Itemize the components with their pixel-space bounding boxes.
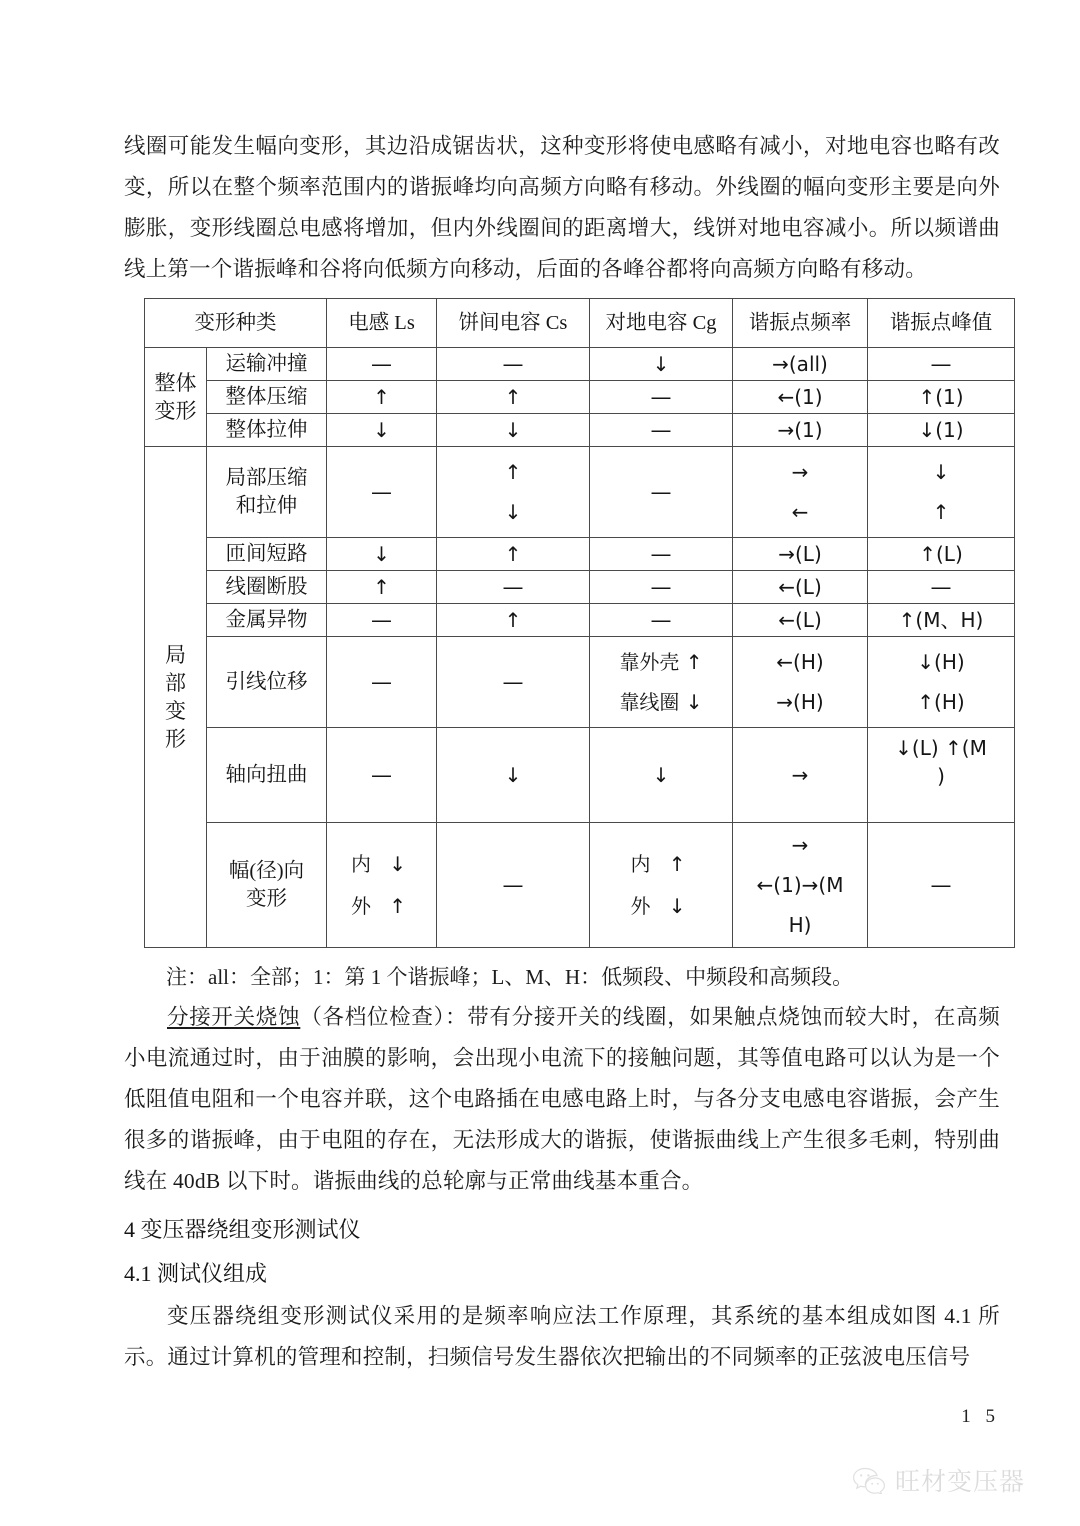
watermark-label: 旺材变压器 [895, 1468, 1026, 1496]
cell-cs: ↑ [437, 381, 590, 414]
row-name-line1: 幅(径)向 [228, 860, 305, 882]
cell-peak [868, 728, 1015, 823]
cell-cg: — [590, 414, 733, 447]
cell-peak-line1: ↓ [932, 460, 950, 484]
row-name-radial-deformation [207, 823, 327, 948]
cell-peak: — [868, 823, 1015, 948]
cell-freq: ←(L) [733, 571, 868, 604]
cell-freq-line1: ←(H) [776, 650, 824, 674]
table-row [145, 447, 1015, 538]
cell-freq-stack [735, 452, 865, 532]
header-disc-capacitance-cs: 饼间电容 Cs [437, 299, 590, 348]
cell-cs-line1: ↑ [504, 460, 522, 484]
cell-freq: → [733, 728, 868, 823]
row-name-overall-compression: 整体压缩 [207, 381, 327, 414]
cell-cg: — [590, 538, 733, 571]
cell-cs: — [437, 571, 590, 604]
cell-cg-stack [592, 642, 730, 722]
page-number: 1 5 [961, 1406, 1000, 1427]
cell-freq [733, 447, 868, 538]
table-row [145, 538, 1015, 571]
cell-ls: ↓ [327, 414, 437, 447]
header-inductance-ls: 电感 Ls [327, 299, 437, 348]
cell-peak: ↓(1) [868, 414, 1015, 447]
heading-section-4-1: 4.1 测试仪组成 [124, 1261, 268, 1286]
cell-ls: ↓ [327, 538, 437, 571]
cell-cs: ↑ [437, 604, 590, 637]
cell-freq [733, 823, 868, 948]
cell-cg [590, 823, 733, 948]
header-ground-capacitance-cg: 对地电容 Cg [590, 299, 733, 348]
cell-cs-line2: ↓ [504, 500, 522, 524]
paragraph-intro: 线圈可能发生幅向变形，其边沿成锯齿状，这种变形将使电感略有减小，对地电容也略有改变，所以在整个频率范围内的谐振峰均向高频方向略有移动。外线圈的幅向变形主要是向外膨胀，变形线圈总电感将增加，但内外线圈间的距离增大，线饼对地电容减小。所以频谱曲线上第一个谐振峰和谷将向低频方向移动，后面的各峰谷都将向高频方向略有移动。 [124, 134, 1000, 281]
category-local-char-1: 局 [165, 643, 186, 667]
cell-peak-stack [870, 642, 1012, 722]
table-row [145, 381, 1015, 414]
cell-cs-stack [439, 452, 587, 532]
cell-cs: ↑ [437, 538, 590, 571]
cell-cs: — [437, 823, 590, 948]
cell-freq-line1: → [791, 833, 809, 857]
table-row [145, 604, 1015, 637]
cell-cs: ↓ [437, 728, 590, 823]
cell-cg: ↓ [590, 348, 733, 381]
cell-peak-line1: ↓(L) ↑(M [895, 736, 987, 760]
header-resonance-peak: 谐振点峰值 [868, 299, 1015, 348]
cell-cg: — [590, 447, 733, 538]
row-name-line1: 局部压缩 [225, 467, 308, 489]
paragraph-tap-switch-erosion [124, 997, 1000, 1202]
row-name-line2: 变形 [246, 888, 287, 910]
cell-freq-line3: H) [788, 913, 812, 937]
row-name-turn-short-circuit: 匝间短路 [207, 538, 327, 571]
tap-switch-erosion-body: （各档位检查）：带有分接开关的线圈，如果触点烧蚀而较大时，在高频小电流通过时，由于油膜的影响，会出现小电流下的接触问题，其等值电路可以认为是一个低阻值电阻和一个电容并联，这个电路插在电感电路上时，与各分支电感电容谐振，会产生很多的谐振峰，由于电阻的存在，无法形成大的谐振，使谐振曲线上产生很多毛刺，特别曲线在 40dB 以下时。谐振曲线的总轮廓与正常曲线基本重合。 [124, 1005, 1001, 1193]
cell-freq: →(all) [733, 348, 868, 381]
row-name-overall-stretch: 整体拉伸 [207, 414, 327, 447]
cell-peak-line1: ↓(H) [917, 650, 965, 674]
table-row [145, 637, 1015, 728]
cell-peak [868, 447, 1015, 538]
category-local-deformation [145, 447, 207, 948]
row-name-transport-impact: 运输冲撞 [207, 348, 327, 381]
row-name-local-compression-stretch [207, 447, 327, 538]
header-deformation-type: 变形种类 [145, 299, 327, 348]
cell-freq: →(L) [733, 538, 868, 571]
cell-cg-line1: 内 ↑ [630, 852, 692, 876]
page-content [124, 126, 1000, 1378]
cell-freq-line1: → [791, 460, 809, 484]
cell-peak-line2: ↑ [932, 500, 950, 524]
cell-ls-line2: 外 ↑ [350, 894, 413, 918]
table-row [145, 414, 1015, 447]
cell-cs: ↓ [437, 414, 590, 447]
cell-ls-line1: 内 ↓ [350, 852, 413, 876]
cell-cg: — [590, 381, 733, 414]
row-name-lead-displacement: 引线位移 [207, 637, 327, 728]
cell-peak-line2: ) [937, 764, 945, 788]
cell-ls-stack [329, 843, 434, 927]
cell-peak: — [868, 348, 1015, 381]
cell-ls: — [327, 728, 437, 823]
category-local-char-2: 部 [165, 671, 186, 695]
paragraph-tester-composition: 变压器绕组变形测试仪采用的是频率响应法工作原理，其系统的基本组成如图 4.1 所示。通过计算机的管理和控制，扫频信号发生器依次把输出的不同频率的正弦波电压信号 [124, 1304, 1000, 1369]
cell-cg [590, 637, 733, 728]
deformation-table-wrapper [144, 298, 1000, 948]
row-name-coil-strand-break: 线圈断股 [207, 571, 327, 604]
category-overall-line1: 整体 [154, 371, 197, 395]
cell-cg: ↓ [590, 728, 733, 823]
cell-cg-line2: 靠线圈 ↓ [619, 690, 703, 714]
cell-peak: ↑(M、H) [868, 604, 1015, 637]
cell-peak: ↑(1) [868, 381, 1015, 414]
table-note: 注：all：全部；1：第 1 个谐振峰；L、M、H：低频段、中频段和高频段。 [166, 965, 854, 989]
cell-cg: — [590, 604, 733, 637]
cell-freq-line2: ← [791, 500, 809, 524]
cell-ls: — [327, 637, 437, 728]
cell-ls: — [327, 604, 437, 637]
deformation-table [144, 298, 1015, 948]
cell-freq [733, 637, 868, 728]
cell-freq-stack [735, 642, 865, 722]
category-overall-deformation [145, 348, 207, 447]
cell-freq: ←(L) [733, 604, 868, 637]
tap-switch-erosion-term: 分接开关烧蚀 [167, 1005, 301, 1029]
cell-cg-line1: 靠外壳 ↑ [619, 650, 703, 674]
cell-freq-line2: →(H) [776, 690, 824, 714]
table-row [145, 728, 1015, 823]
row-name-axial-twist: 轴向扭曲 [207, 728, 327, 823]
category-local-char-3: 变 [165, 699, 186, 723]
wechat-icon [852, 1467, 886, 1494]
cell-ls: — [327, 348, 437, 381]
cell-cs: — [437, 348, 590, 381]
cell-freq-line2: ←(1)→(M [756, 873, 844, 897]
cell-peak-stack [870, 452, 1012, 532]
cell-ls: ↑ [327, 571, 437, 604]
table-row [145, 571, 1015, 604]
cell-peak [868, 637, 1015, 728]
cell-ls: ↑ [327, 381, 437, 414]
cell-peak: — [868, 571, 1015, 604]
cell-cs [437, 447, 590, 538]
cell-ls [327, 823, 437, 948]
cell-cg-stack [592, 843, 730, 927]
cell-cs: — [437, 637, 590, 728]
row-name-metal-foreign-object: 金属异物 [207, 604, 327, 637]
cell-peak-line2: ↑(H) [917, 690, 965, 714]
cell-peak: ↑(L) [868, 538, 1015, 571]
cell-freq: →(1) [733, 414, 868, 447]
category-local-char-4: 形 [165, 727, 186, 751]
cell-freq-stack [735, 825, 865, 945]
cell-cg-line2: 外 ↓ [630, 894, 692, 918]
cell-freq: ←(1) [733, 381, 868, 414]
heading-section-4: 4 变压器绕组变形测试仪 [124, 1217, 361, 1242]
table-row [145, 823, 1015, 948]
row-name-line2: 和拉伸 [235, 495, 298, 517]
header-resonance-frequency: 谐振点频率 [733, 299, 868, 348]
category-overall-line2: 变形 [154, 399, 197, 423]
table-header-row [145, 299, 1015, 348]
cell-ls: — [327, 447, 437, 538]
cell-cg: — [590, 571, 733, 604]
table-row [145, 348, 1015, 381]
footer-watermark [852, 1462, 1025, 1498]
